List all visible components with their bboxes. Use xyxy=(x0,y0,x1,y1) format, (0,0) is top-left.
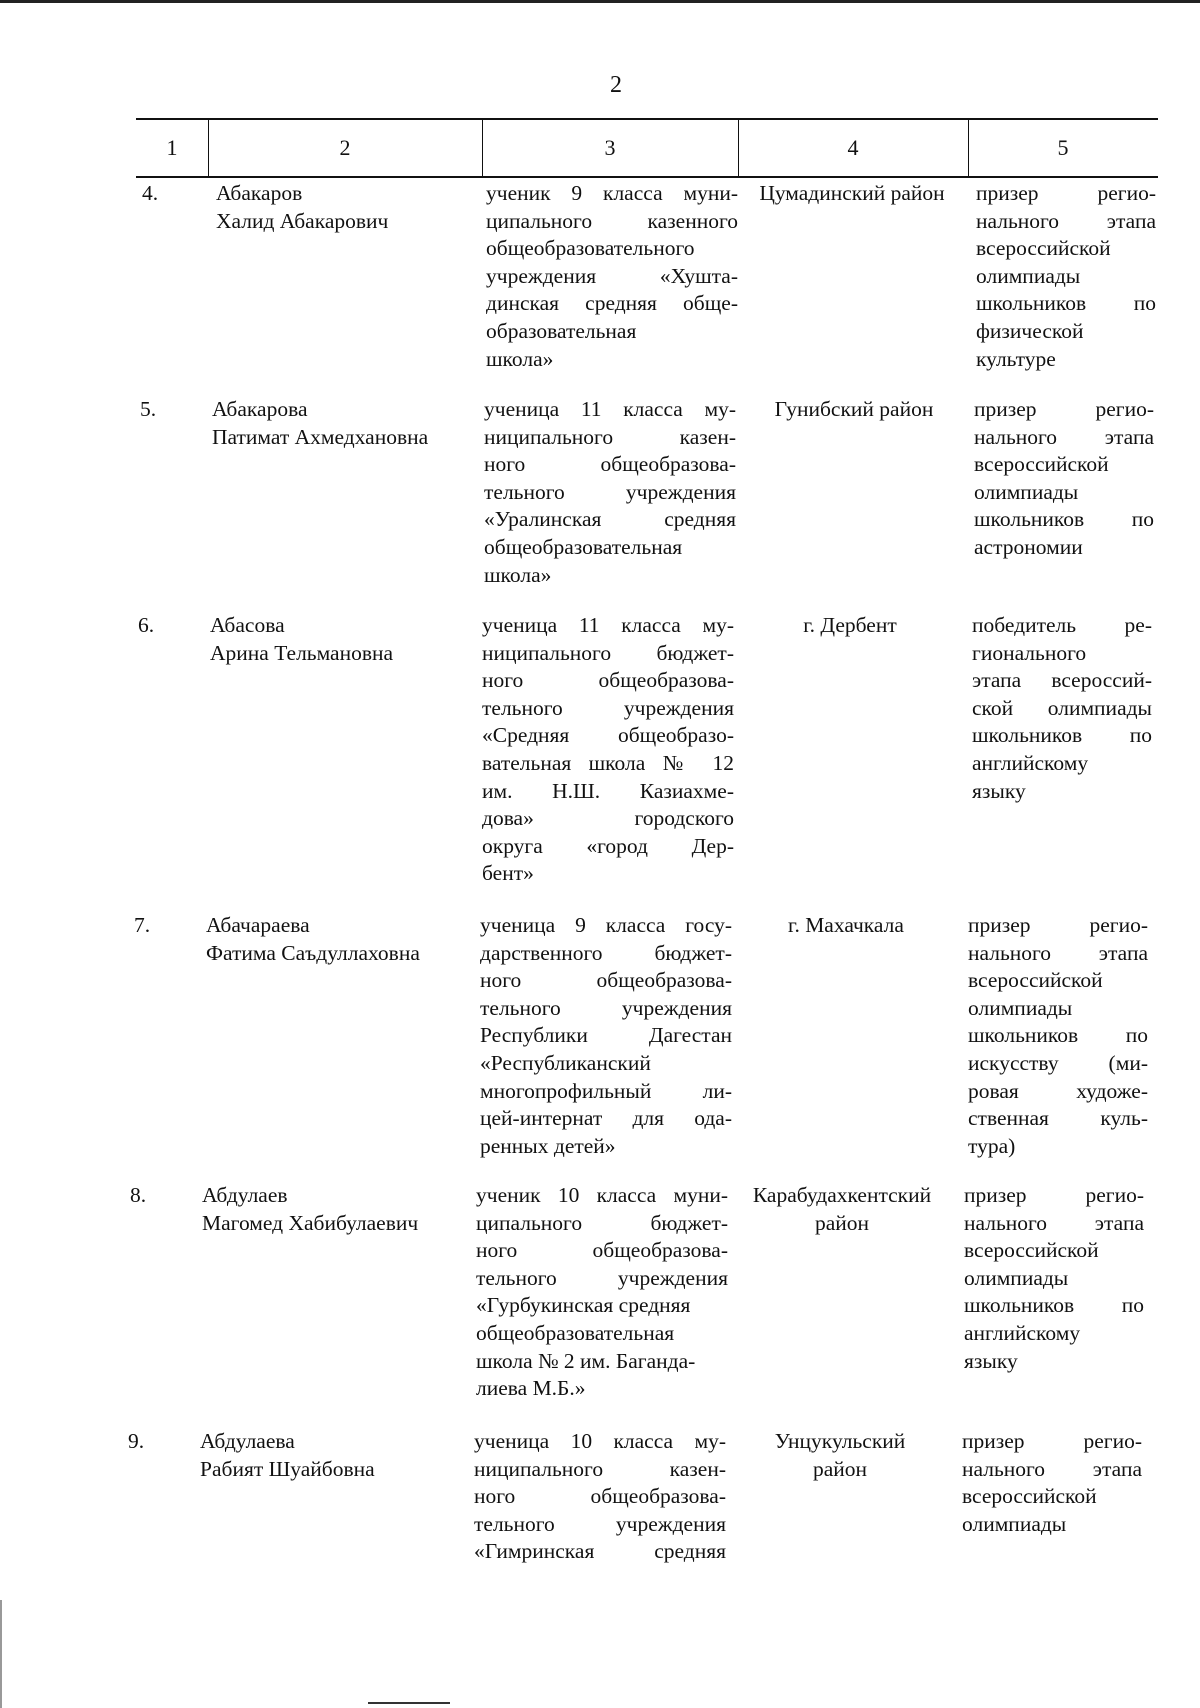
award-line: языку xyxy=(972,778,1026,803)
school-line: тельного учреждения xyxy=(484,479,736,504)
footer-rule xyxy=(368,1702,450,1704)
participant-name xyxy=(200,1428,450,1483)
award-line: олимпиады xyxy=(976,263,1081,288)
participant-name xyxy=(210,612,460,667)
participant-name xyxy=(212,396,462,451)
school-line: ученица 11 класса му- xyxy=(484,397,736,421)
award-line: призер регио- xyxy=(968,913,1148,937)
school-line: им. Н.Ш. Казиахме- xyxy=(482,778,734,803)
school-line: школа № 2 им. Баганда- xyxy=(476,1348,696,1373)
header-col-2: 2 xyxy=(339,135,351,160)
row-number: 7. xyxy=(134,913,151,937)
school-line: тельного учреждения xyxy=(482,695,734,720)
award-line: этапа всероссий- xyxy=(972,668,1152,693)
award-line: ской олимпиады xyxy=(972,695,1152,720)
school-line: ученица 11 класса му- xyxy=(482,613,734,637)
school-line: бент» xyxy=(482,861,534,886)
school-line: ного общеобразова- xyxy=(476,1238,728,1263)
district xyxy=(740,612,960,640)
participant-name xyxy=(206,912,456,967)
school-line: общеобразовательного xyxy=(486,236,695,261)
school-line: ученица 9 класса госу- xyxy=(480,913,732,937)
school-line: «Гимринская средняя xyxy=(474,1539,726,1564)
row-number: 9. xyxy=(128,1429,145,1453)
award-line: нального этапа xyxy=(968,940,1148,965)
school-info xyxy=(474,1428,726,1566)
award xyxy=(964,1182,1144,1375)
school-line: «Республиканский xyxy=(480,1050,651,1075)
award xyxy=(962,1428,1142,1538)
given-names: Фатима Саъдуллаховна xyxy=(206,940,420,965)
district-line: Карабудахкентский xyxy=(752,1183,932,1207)
district-line: Унцукульский xyxy=(774,1429,906,1453)
row-number: 4. xyxy=(142,181,159,205)
award-line: нального этапа xyxy=(974,424,1154,449)
award-line: всероссийской xyxy=(964,1238,1099,1263)
award xyxy=(976,180,1156,373)
award-line: школьников по xyxy=(974,507,1154,532)
school-line: ного общеобразова- xyxy=(482,668,734,693)
school-line: ного общеобразова- xyxy=(480,968,732,993)
given-names: Патимат Ахмедхановна xyxy=(212,424,429,449)
school-line: учреждения «Хушта- xyxy=(486,263,738,288)
surname: Абдулаева xyxy=(200,1429,295,1453)
school-line: вательная школа № 12 xyxy=(482,750,734,775)
district-line: район xyxy=(814,1210,870,1235)
participant-name xyxy=(216,180,466,235)
school-line: ученица 10 класса му- xyxy=(474,1429,726,1453)
school-info xyxy=(480,912,732,1160)
award-line: олимпиады xyxy=(968,995,1073,1020)
award-line: победитель ре- xyxy=(972,613,1152,637)
district-line: Гунибский район xyxy=(774,397,934,421)
school-line: тельного учреждения xyxy=(474,1511,726,1536)
award-line: физической xyxy=(976,318,1084,343)
award xyxy=(968,912,1148,1160)
school-info xyxy=(486,180,738,373)
award-line: призер регио- xyxy=(974,397,1154,421)
award-line: английскому xyxy=(972,750,1089,775)
award-line: ственная куль- xyxy=(968,1106,1148,1131)
given-names: Халид Абакарович xyxy=(216,208,389,233)
award-line: всероссийской xyxy=(974,452,1109,477)
page-number: 2 xyxy=(610,72,622,98)
school-line: тельного учреждения xyxy=(476,1265,728,1290)
row-number: 8. xyxy=(130,1183,147,1207)
row-number: 6. xyxy=(138,613,155,637)
surname: Абакаров xyxy=(216,181,303,205)
award xyxy=(972,612,1152,805)
award-line: нального этапа xyxy=(962,1456,1142,1481)
school-line: «Средняя общеобразо- xyxy=(482,723,734,748)
district xyxy=(736,912,956,940)
award-line: призер регио- xyxy=(976,181,1156,205)
district xyxy=(742,180,962,208)
surname: Абачараева xyxy=(206,913,310,937)
school-line: ученик 10 класса муни- xyxy=(476,1183,728,1207)
award-line: всероссийской xyxy=(968,968,1103,993)
district-line: г. Дербент xyxy=(803,613,897,637)
school-info xyxy=(476,1182,728,1403)
given-names: Арина Тельмановна xyxy=(210,640,394,665)
school-line: школа» xyxy=(486,346,554,371)
school-line: ниципального казен- xyxy=(484,424,736,449)
school-info xyxy=(484,396,736,589)
school-line: Республики Дагестан xyxy=(480,1023,732,1048)
award-line: школьников по xyxy=(968,1023,1148,1048)
header-col-4: 4 xyxy=(847,135,859,160)
award-line: олимпиады xyxy=(974,479,1079,504)
district xyxy=(744,396,964,424)
given-names: Магомед Хабибулаевич xyxy=(202,1210,419,1235)
school-info xyxy=(482,612,734,888)
school-line: цей-интернат для ода- xyxy=(480,1106,732,1131)
award-line: школьников по xyxy=(972,723,1152,748)
award-line: культуре xyxy=(976,346,1056,371)
school-line: «Уралинская средняя xyxy=(484,507,736,532)
school-line: ренных детей» xyxy=(480,1133,616,1158)
surname: Абдулаев xyxy=(202,1183,288,1207)
school-line: общеобразовательная xyxy=(484,534,683,559)
school-line: ученик 9 класса муни- xyxy=(486,181,738,205)
school-line: лиева М.Б.» xyxy=(476,1376,586,1401)
award-line: нального этапа xyxy=(964,1210,1144,1235)
school-line: «Гурбукинская средняя xyxy=(476,1293,691,1318)
award-line: искусству (ми- xyxy=(968,1050,1148,1075)
header-col-1: 1 xyxy=(166,135,178,160)
table-header xyxy=(136,118,1158,178)
award-line: тура) xyxy=(968,1133,1016,1158)
school-line: динская средняя обще- xyxy=(486,291,738,316)
school-line: ниципального бюджет- xyxy=(482,640,734,665)
surname: Абасова xyxy=(210,613,285,637)
award-line: всероссийской xyxy=(976,236,1111,261)
header-col-3: 3 xyxy=(604,135,616,160)
award-line: нального этапа xyxy=(976,208,1156,233)
school-line: многопрофильный ли- xyxy=(480,1078,732,1103)
school-line: ного общеобразова- xyxy=(474,1484,726,1509)
surname: Абакарова xyxy=(212,397,308,421)
school-line: округа «город Дер- xyxy=(482,833,734,858)
award xyxy=(974,396,1154,562)
school-line: ципального казенного xyxy=(486,208,738,233)
award-line: английскому xyxy=(964,1320,1081,1345)
school-line: дова» городского xyxy=(482,806,734,831)
district-line: Цумадинский район xyxy=(759,181,945,205)
top-rule xyxy=(0,0,1200,3)
school-line: дарственного бюджет- xyxy=(480,940,732,965)
award-line: призер регио- xyxy=(962,1429,1142,1453)
award-line: гионального xyxy=(972,640,1087,665)
award-line: астрономии xyxy=(974,534,1083,559)
header-col-5: 5 xyxy=(1057,135,1069,160)
row-number: 5. xyxy=(140,397,157,421)
award-line: олимпиады xyxy=(964,1265,1069,1290)
award-line: языку xyxy=(964,1348,1018,1373)
school-line: образовательная xyxy=(486,318,637,343)
award-line: всероссийской xyxy=(962,1484,1097,1509)
award-line: призер регио- xyxy=(964,1183,1144,1207)
margin-scan-mark xyxy=(0,1600,2,1708)
given-names: Рабият Шуайбовна xyxy=(200,1456,375,1481)
district xyxy=(730,1428,950,1483)
school-line: школа» xyxy=(484,562,552,587)
school-line: ципального бюджет- xyxy=(476,1210,728,1235)
school-line: ниципального казен- xyxy=(474,1456,726,1481)
district-line: район xyxy=(812,1456,868,1481)
award-line: школьников по xyxy=(964,1293,1144,1318)
district xyxy=(732,1182,952,1237)
school-line: тельного учреждения xyxy=(480,995,732,1020)
school-line: ного общеобразова- xyxy=(484,452,736,477)
award-line: олимпиады xyxy=(962,1511,1067,1536)
school-line: общеобразовательная xyxy=(476,1320,675,1345)
district-line: г. Махачкала xyxy=(788,913,904,937)
award-line: ровая художе- xyxy=(968,1078,1148,1103)
participant-name xyxy=(202,1182,452,1237)
award-line: школьников по xyxy=(976,291,1156,316)
